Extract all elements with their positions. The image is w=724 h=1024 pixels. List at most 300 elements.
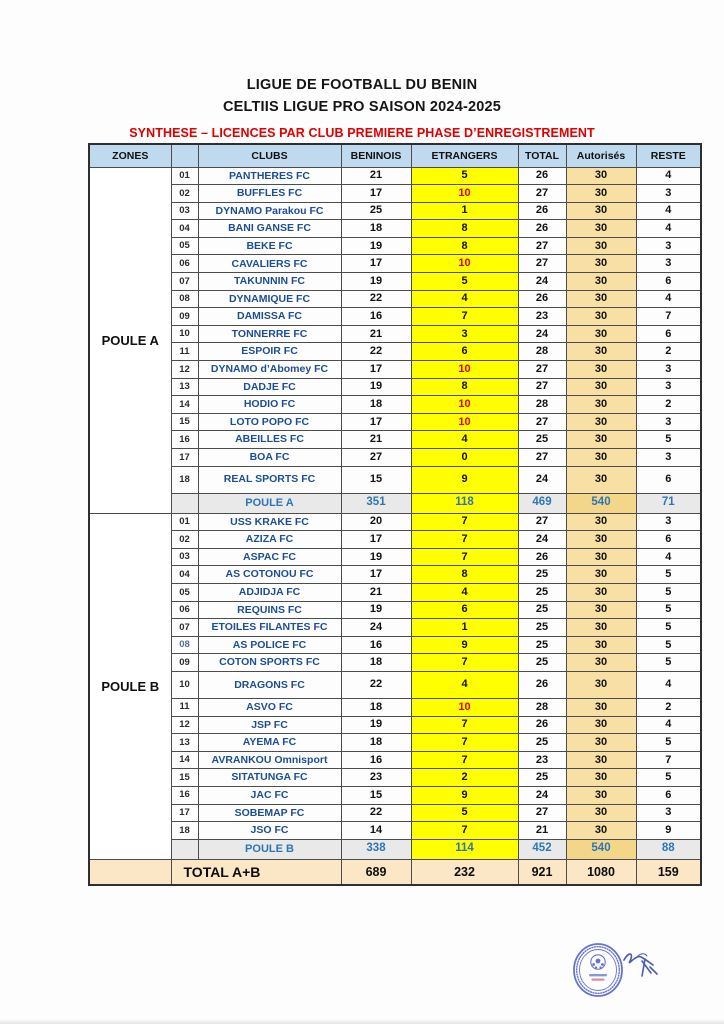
cell-autorises: 30 xyxy=(566,466,636,493)
cell-total: 24 xyxy=(518,786,566,804)
cell-beninois: 21 xyxy=(341,431,411,449)
cell-club-name: HODIO FC xyxy=(198,396,341,414)
col-header-total: TOTAL xyxy=(518,144,566,167)
cell-etrangers: 9 xyxy=(411,636,518,654)
cell-autorises: 30 xyxy=(566,237,636,255)
cell-etrangers: 6 xyxy=(411,601,518,619)
cell-etrangers: 8 xyxy=(411,220,518,238)
cell-row-number: 12 xyxy=(171,716,198,734)
cell-club-name: AVRANKOU Omnisport xyxy=(198,751,341,769)
cell-total: 25 xyxy=(518,566,566,584)
cell-club-name: JSP FC xyxy=(198,716,341,734)
cell-etrangers: 1 xyxy=(411,619,518,637)
cell-autorises: 30 xyxy=(566,583,636,601)
cell-etrangers: 10 xyxy=(411,255,518,273)
subtotal-autorises: 540 xyxy=(566,493,636,513)
cell-club-name: TONNERRE FC xyxy=(198,325,341,343)
club-row xyxy=(89,513,701,531)
cell-row-number: 10 xyxy=(171,325,198,343)
club-row xyxy=(89,343,701,361)
cell-club-name: DYNAMIQUE FC xyxy=(198,290,341,308)
club-row xyxy=(89,583,701,601)
cell-club-name: ESPOIR FC xyxy=(198,343,341,361)
cell-autorises: 30 xyxy=(566,698,636,716)
cell-club-name: DYNAMO Parakou FC xyxy=(198,202,341,220)
cell-etrangers: 7 xyxy=(411,548,518,566)
cell-row-number: 11 xyxy=(171,343,198,361)
cell-autorises: 30 xyxy=(566,636,636,654)
cell-autorises: 30 xyxy=(566,654,636,672)
cell-beninois: 17 xyxy=(341,361,411,379)
cell-club-name: BEKE FC xyxy=(198,237,341,255)
cell-etrangers: 7 xyxy=(411,513,518,531)
photo-bottom-edge xyxy=(0,1019,724,1024)
federation-round-stamp xyxy=(550,926,690,1021)
cell-total: 25 xyxy=(518,583,566,601)
subtotal-reste: 71 xyxy=(636,493,701,513)
cell-autorises: 30 xyxy=(566,431,636,449)
cell-etrangers: 10 xyxy=(411,698,518,716)
cell-row-number: 08 xyxy=(171,636,198,654)
cell-reste: 2 xyxy=(636,343,701,361)
cell-total: 26 xyxy=(518,548,566,566)
cell-club-name: ASVO FC xyxy=(198,698,341,716)
cell-beninois: 18 xyxy=(341,396,411,414)
cell-beninois: 25 xyxy=(341,202,411,220)
cell-reste: 7 xyxy=(636,308,701,326)
cell-reste: 2 xyxy=(636,396,701,414)
cell-reste: 6 xyxy=(636,273,701,291)
club-row xyxy=(89,698,701,716)
cell-beninois: 19 xyxy=(341,716,411,734)
cell-etrangers: 9 xyxy=(411,786,518,804)
cell-autorises: 30 xyxy=(566,449,636,467)
cell-row-number: 13 xyxy=(171,734,198,752)
cell-club-name: REQUINS FC xyxy=(198,601,341,619)
cell-autorises: 30 xyxy=(566,716,636,734)
club-row xyxy=(89,548,701,566)
cell-reste: 4 xyxy=(636,548,701,566)
cell-row-number: 04 xyxy=(171,566,198,584)
cell-row-number: 07 xyxy=(171,273,198,291)
cell-club-name: ABEILLES FC xyxy=(198,431,341,449)
cell-total: 27 xyxy=(518,804,566,822)
cell-autorises: 30 xyxy=(566,822,636,840)
cell-etrangers: 7 xyxy=(411,751,518,769)
cell-row-number xyxy=(171,493,198,513)
cell-etrangers: 5 xyxy=(411,804,518,822)
cell-club-name: DRAGONS FC xyxy=(198,671,341,698)
cell-row-number: 17 xyxy=(171,804,198,822)
cell-club-name: AS COTONOU FC xyxy=(198,566,341,584)
subtotal-autorises: 540 xyxy=(566,839,636,859)
cell-row-number: 06 xyxy=(171,255,198,273)
cell-reste: 5 xyxy=(636,734,701,752)
cell-autorises: 30 xyxy=(566,548,636,566)
club-row xyxy=(89,290,701,308)
grand-total-row xyxy=(89,859,701,885)
title-line-1: LIGUE DE FOOTBALL DU BENIN xyxy=(246,77,478,93)
cell-beninois: 22 xyxy=(341,804,411,822)
cell-club-name: JAC FC xyxy=(198,786,341,804)
cell-autorises: 30 xyxy=(566,786,636,804)
cell-total: 21 xyxy=(518,822,566,840)
cell-club-name: USS KRAKE FC xyxy=(198,513,341,531)
cell-autorises: 30 xyxy=(566,361,636,379)
cell-club-name: CAVALIERS FC xyxy=(198,255,341,273)
cell-total: 27 xyxy=(518,255,566,273)
cell-autorises: 30 xyxy=(566,531,636,549)
cell-autorises: 30 xyxy=(566,513,636,531)
cell-beninois: 27 xyxy=(341,449,411,467)
club-row xyxy=(89,619,701,637)
cell-row-number: 14 xyxy=(171,396,198,414)
cell-beninois: 16 xyxy=(341,636,411,654)
cell-row-number: 07 xyxy=(171,619,198,637)
cell-reste: 3 xyxy=(636,449,701,467)
cell-row-number: 02 xyxy=(171,185,198,203)
cell-beninois: 20 xyxy=(341,513,411,531)
cell-etrangers: 7 xyxy=(411,654,518,672)
club-row xyxy=(89,654,701,672)
cell-beninois: 24 xyxy=(341,619,411,637)
cell-row-number: 11 xyxy=(171,698,198,716)
cell-beninois: 21 xyxy=(341,167,411,185)
col-header-reste: RESTE xyxy=(636,144,701,167)
cell-reste: 7 xyxy=(636,751,701,769)
cell-etrangers: 1 xyxy=(411,202,518,220)
col-header-index xyxy=(171,144,198,167)
cell-beninois: 18 xyxy=(341,220,411,238)
cell-reste: 3 xyxy=(636,185,701,203)
club-row xyxy=(89,361,701,379)
cell-etrangers: 10 xyxy=(411,396,518,414)
cell-total: 24 xyxy=(518,273,566,291)
cell-etrangers: 7 xyxy=(411,822,518,840)
cell-etrangers: 8 xyxy=(411,237,518,255)
club-row xyxy=(89,255,701,273)
cell-etrangers: 4 xyxy=(411,431,518,449)
club-row xyxy=(89,220,701,238)
cell-row-number: 02 xyxy=(171,531,198,549)
cell-etrangers: 10 xyxy=(411,413,518,431)
cell-row-number: 18 xyxy=(171,466,198,493)
cell-reste: 3 xyxy=(636,255,701,273)
grand-total-label: TOTAL A+B xyxy=(171,859,341,885)
cell-total: 25 xyxy=(518,619,566,637)
cell-row-number: 09 xyxy=(171,654,198,672)
cell-beninois: 15 xyxy=(341,466,411,493)
cell-total: 27 xyxy=(518,449,566,467)
cell-total: 27 xyxy=(518,185,566,203)
cell-reste: 4 xyxy=(636,671,701,698)
club-row xyxy=(89,466,701,493)
cell-reste: 6 xyxy=(636,325,701,343)
soccer-ball-icon xyxy=(591,955,605,969)
col-header-etrangers: ETRANGERS xyxy=(411,144,518,167)
cell-total: 26 xyxy=(518,671,566,698)
cell-reste: 4 xyxy=(636,167,701,185)
zone-label: POULE B xyxy=(89,513,171,859)
cell-beninois: 19 xyxy=(341,273,411,291)
cell-total: 27 xyxy=(518,413,566,431)
cell-autorises: 30 xyxy=(566,396,636,414)
cell-row-number: 08 xyxy=(171,290,198,308)
cell-club-name: COTON SPORTS FC xyxy=(198,654,341,672)
col-header-beninois: BENINOIS xyxy=(341,144,411,167)
cell-beninois: 18 xyxy=(341,734,411,752)
cell-reste: 3 xyxy=(636,237,701,255)
cell-row-number: 15 xyxy=(171,769,198,787)
cell-beninois: 22 xyxy=(341,671,411,698)
subtotal-total: 469 xyxy=(518,493,566,513)
cell-autorises: 30 xyxy=(566,343,636,361)
cell-reste: 6 xyxy=(636,531,701,549)
cell-etrangers: 9 xyxy=(411,466,518,493)
document-header xyxy=(0,0,724,140)
cell-etrangers: 4 xyxy=(411,671,518,698)
cell-etrangers: 10 xyxy=(411,185,518,203)
cell-row-number: 13 xyxy=(171,378,198,396)
cell-club-name: BANI GANSE FC xyxy=(198,220,341,238)
license-table-body xyxy=(89,167,701,885)
cell-row-number: 17 xyxy=(171,449,198,467)
cell-etrangers: 10 xyxy=(411,361,518,379)
cell-row-number: 03 xyxy=(171,548,198,566)
cell-row-number: 03 xyxy=(171,202,198,220)
cell-etrangers: 8 xyxy=(411,378,518,396)
cell-row-number: 01 xyxy=(171,513,198,531)
club-row xyxy=(89,671,701,698)
grand-total-total: 921 xyxy=(518,859,566,885)
cell-beninois: 19 xyxy=(341,237,411,255)
club-row xyxy=(89,804,701,822)
cell-autorises: 30 xyxy=(566,804,636,822)
club-row xyxy=(89,378,701,396)
cell-row-number: 01 xyxy=(171,167,198,185)
cell-autorises: 30 xyxy=(566,378,636,396)
cell-beninois: 17 xyxy=(341,531,411,549)
cell-total: 24 xyxy=(518,531,566,549)
subtotal-total: 452 xyxy=(518,839,566,859)
cell-autorises: 30 xyxy=(566,167,636,185)
cell-autorises: 30 xyxy=(566,290,636,308)
cell-beninois: 14 xyxy=(341,822,411,840)
club-row xyxy=(89,566,701,584)
cell-reste: 5 xyxy=(636,654,701,672)
cell-reste: 4 xyxy=(636,202,701,220)
club-row xyxy=(89,308,701,326)
cell-beninois: 22 xyxy=(341,343,411,361)
cell-total: 28 xyxy=(518,396,566,414)
cell-club-name: DADJE FC xyxy=(198,378,341,396)
grand-total-zone-cell xyxy=(89,859,171,885)
club-row xyxy=(89,413,701,431)
cell-total: 28 xyxy=(518,698,566,716)
cell-club-name: AS POLICE FC xyxy=(198,636,341,654)
cell-row-number: 14 xyxy=(171,751,198,769)
title-line-2: CELTIIS LIGUE PRO SAISON 2024-2025 xyxy=(222,99,502,116)
cell-club-name: TAKUNNIN FC xyxy=(198,273,341,291)
cell-etrangers: 7 xyxy=(411,531,518,549)
cell-etrangers: 8 xyxy=(411,566,518,584)
cell-total: 25 xyxy=(518,654,566,672)
cell-autorises: 30 xyxy=(566,751,636,769)
cell-beninois: 18 xyxy=(341,698,411,716)
cell-autorises: 30 xyxy=(566,325,636,343)
cell-autorises: 30 xyxy=(566,273,636,291)
club-row xyxy=(89,734,701,752)
subtotal-reste: 88 xyxy=(636,839,701,859)
cell-total: 27 xyxy=(518,361,566,379)
club-row xyxy=(89,449,701,467)
cell-etrangers: 5 xyxy=(411,273,518,291)
cell-autorises: 30 xyxy=(566,202,636,220)
cell-reste: 5 xyxy=(636,769,701,787)
cell-etrangers: 0 xyxy=(411,449,518,467)
cell-row-number: 15 xyxy=(171,413,198,431)
cell-row-number: 09 xyxy=(171,308,198,326)
cell-beninois: 18 xyxy=(341,654,411,672)
club-row xyxy=(89,185,701,203)
cell-autorises: 30 xyxy=(566,734,636,752)
cell-club-name: ADJIDJA FC xyxy=(198,583,341,601)
cell-beninois: 19 xyxy=(341,601,411,619)
cell-beninois: 21 xyxy=(341,583,411,601)
cell-total: 26 xyxy=(518,716,566,734)
cell-total: 26 xyxy=(518,290,566,308)
cell-club-name: AYEMA FC xyxy=(198,734,341,752)
cell-reste: 6 xyxy=(636,786,701,804)
subtotal-beninois: 351 xyxy=(341,493,411,513)
cell-total: 24 xyxy=(518,325,566,343)
cell-total: 23 xyxy=(518,308,566,326)
cell-reste: 5 xyxy=(636,431,701,449)
cell-reste: 5 xyxy=(636,619,701,637)
cell-beninois: 21 xyxy=(341,325,411,343)
cell-reste: 3 xyxy=(636,378,701,396)
club-row xyxy=(89,273,701,291)
cell-beninois: 23 xyxy=(341,769,411,787)
cell-autorises: 30 xyxy=(566,308,636,326)
cell-club-name: DAMISSA FC xyxy=(198,308,341,326)
cell-club-name: SOBEMAP FC xyxy=(198,804,341,822)
cell-club-name: SITATUNGA FC xyxy=(198,769,341,787)
cell-total: 26 xyxy=(518,220,566,238)
cell-club-name: AZIZA FC xyxy=(198,531,341,549)
cell-reste: 5 xyxy=(636,566,701,584)
cell-total: 27 xyxy=(518,378,566,396)
grand-total-beninois: 689 xyxy=(341,859,411,885)
club-row xyxy=(89,202,701,220)
cell-row-number: 04 xyxy=(171,220,198,238)
cell-etrangers: 4 xyxy=(411,583,518,601)
cell-etrangers: 4 xyxy=(411,290,518,308)
grand-total-etrangers: 232 xyxy=(411,859,518,885)
cell-autorises: 30 xyxy=(566,566,636,584)
subtotal-etrangers: 118 xyxy=(411,493,518,513)
cell-reste: 3 xyxy=(636,361,701,379)
club-row xyxy=(89,769,701,787)
cell-reste: 5 xyxy=(636,636,701,654)
cell-club-name: BUFFLES FC xyxy=(198,185,341,203)
cell-reste: 4 xyxy=(636,716,701,734)
cell-total: 25 xyxy=(518,601,566,619)
cell-total: 28 xyxy=(518,343,566,361)
cell-total: 27 xyxy=(518,513,566,531)
subtotal-label: POULE A xyxy=(198,493,341,513)
cell-autorises: 30 xyxy=(566,185,636,203)
grand-total-reste: 159 xyxy=(636,859,701,885)
club-row xyxy=(89,716,701,734)
club-row xyxy=(89,396,701,414)
cell-row-number: 06 xyxy=(171,601,198,619)
cell-etrangers: 7 xyxy=(411,308,518,326)
cell-beninois: 16 xyxy=(341,751,411,769)
club-row xyxy=(89,751,701,769)
col-header-zones: ZONES xyxy=(89,144,171,167)
cell-autorises: 30 xyxy=(566,619,636,637)
cell-total: 25 xyxy=(518,769,566,787)
poule-subtotal-row xyxy=(89,493,701,513)
cell-total: 26 xyxy=(518,202,566,220)
cell-reste: 5 xyxy=(636,583,701,601)
cell-row-number: 10 xyxy=(171,671,198,698)
cell-autorises: 30 xyxy=(566,413,636,431)
cell-club-name: BOA FC xyxy=(198,449,341,467)
cell-row-number: 05 xyxy=(171,237,198,255)
cell-row-number: 18 xyxy=(171,822,198,840)
subtotal-beninois: 338 xyxy=(341,839,411,859)
cell-autorises: 30 xyxy=(566,220,636,238)
cell-total: 25 xyxy=(518,636,566,654)
cell-reste: 9 xyxy=(636,822,701,840)
cell-reste: 3 xyxy=(636,513,701,531)
cell-autorises: 30 xyxy=(566,769,636,787)
table-header-row xyxy=(89,144,701,167)
cell-row-number: 16 xyxy=(171,431,198,449)
cell-row-number xyxy=(171,839,198,859)
club-row xyxy=(89,786,701,804)
cell-club-name: JSO FC xyxy=(198,822,341,840)
col-header-clubs: CLUBS xyxy=(198,144,341,167)
club-row xyxy=(89,822,701,840)
col-header-autorises: Autorisés xyxy=(566,144,636,167)
cell-etrangers: 3 xyxy=(411,325,518,343)
cell-club-name: LOTO POPO FC xyxy=(198,413,341,431)
cell-autorises: 30 xyxy=(566,671,636,698)
cell-club-name: ETOILES FILANTES FC xyxy=(198,619,341,637)
cell-row-number: 05 xyxy=(171,583,198,601)
club-row xyxy=(89,325,701,343)
cell-etrangers: 6 xyxy=(411,343,518,361)
subtotal-etrangers: 114 xyxy=(411,839,518,859)
license-summary-table xyxy=(88,143,702,886)
cell-club-name: DYNAMO d’Abomey FC xyxy=(198,361,341,379)
cell-reste: 3 xyxy=(636,804,701,822)
cell-beninois: 17 xyxy=(341,413,411,431)
cell-beninois: 22 xyxy=(341,290,411,308)
cell-etrangers: 5 xyxy=(411,167,518,185)
subtotal-label: POULE B xyxy=(198,839,341,859)
cell-reste: 2 xyxy=(636,698,701,716)
signature-scribble xyxy=(624,954,657,976)
poule-subtotal-row xyxy=(89,839,701,859)
cell-etrangers: 7 xyxy=(411,716,518,734)
document-subtitle: SYNTHESE – LICENCES PAR CLUB PREMIERE PHASE D’ENREGISTREMENT xyxy=(129,125,595,140)
cell-total: 26 xyxy=(518,167,566,185)
cell-total: 23 xyxy=(518,751,566,769)
